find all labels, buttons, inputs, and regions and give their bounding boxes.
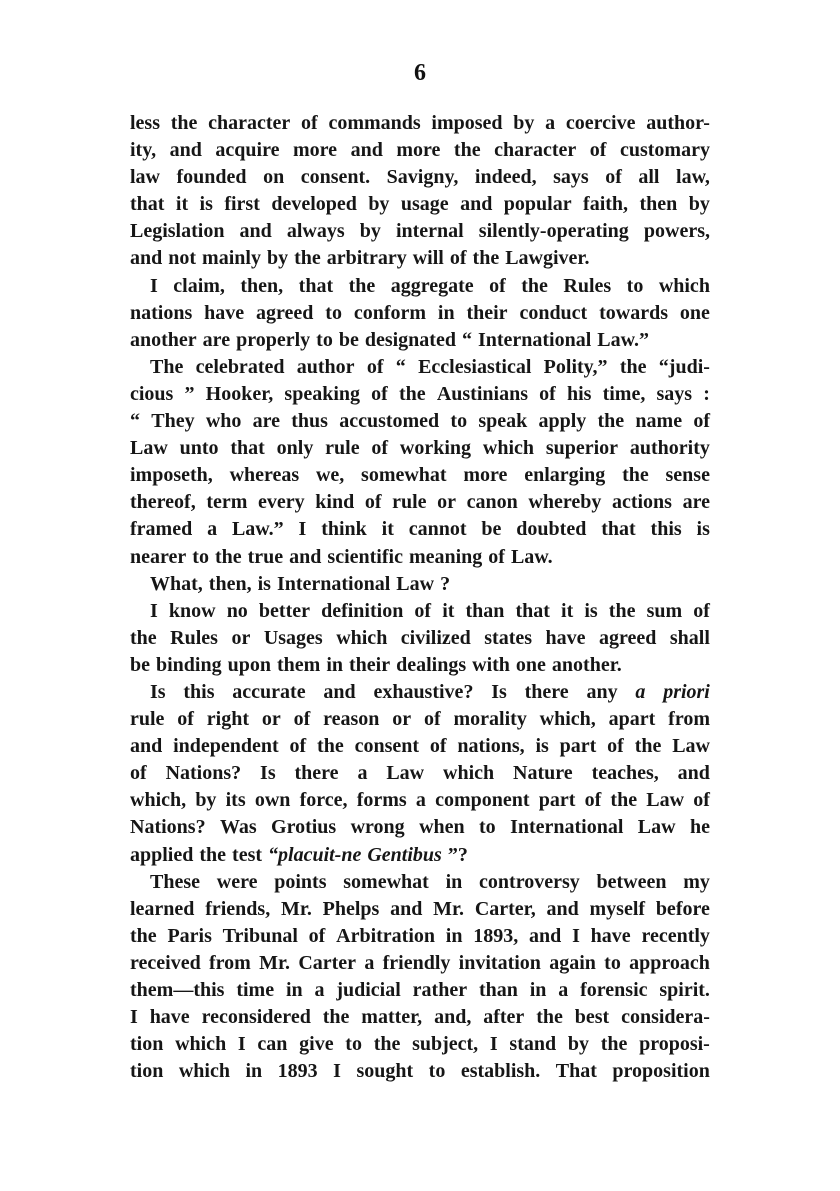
text-line: learned friends, Mr. Phelps and Mr. Carter, and myself before: [130, 897, 710, 920]
text-line: another are properly to be designated “ International Law.”: [130, 328, 649, 351]
text-line: Law unto that only rule of working which superior authority: [130, 437, 710, 460]
body-text: [130, 110, 710, 1085]
text-line: I claim, then, that the aggregate of the Rules to which: [150, 274, 710, 297]
text-line: rule of right or of reason or of morality which, apart from: [130, 708, 710, 731]
text-line: nearer to the true and scientific meaning of Law.: [130, 545, 553, 568]
text-line: and not mainly by the arbitrary will of the Lawgiver.: [130, 247, 590, 270]
text-line: of Nations? Is there a Law which Nature teaches, and: [130, 762, 710, 785]
text-line: What, then, is International Law ?: [150, 572, 451, 595]
text-line: applied the test “placuit-ne Gentibus ”?: [130, 843, 468, 866]
text-line: I have reconsidered the matter, and, after the best considera-: [130, 1006, 710, 1029]
text-line: framed a Law.” I think it cannot be doubted that this is: [130, 518, 710, 541]
text-line: ity, and acquire more and more the character of customary: [130, 139, 710, 162]
text-line: Nations? Was Grotius wrong when to International Law he: [130, 816, 710, 839]
text-line: tion which I can give to the subject, I stand by the proposi-: [130, 1033, 710, 1056]
text-line: I know no better definition of it than that it is the sum of: [150, 599, 710, 622]
text-line: be binding upon them in their dealings with one another.: [130, 653, 622, 676]
text-line: less the character of commands imposed by a coercive author-: [130, 112, 710, 134]
text-line: them—this time in a judicial rather than in a forensic spirit.: [130, 979, 710, 1001]
text-line: imposeth, whereas we, somewhat more enlarging the sense: [130, 464, 710, 487]
text-line: the Paris Tribunal of Arbitration in 1893, and I have recently: [130, 924, 710, 947]
text-line: cious ” Hooker, speaking of the Austinians of his time, says :: [130, 382, 710, 405]
text-line: which, by its own force, forms a component part of the Law of: [130, 789, 710, 812]
text-line: The celebrated author of “ Ecclesiastical Polity,” the “judi-: [150, 355, 710, 378]
text-line: law founded on consent. Savigny, indeed, says of all law,: [130, 166, 710, 189]
page-number: 6: [414, 60, 426, 86]
text-line: “ They who are thus accustomed to speak apply the name of: [130, 410, 710, 433]
text-line: tion which in 1893 I sought to establish. That proposition: [130, 1060, 710, 1083]
text-line: that it is first developed by usage and popular faith, then by: [130, 193, 710, 216]
text-line: the Rules or Usages which civilized states have agreed shall: [130, 626, 710, 649]
text-line: nations have agreed to conform in their conduct towards one: [130, 301, 710, 324]
text-line: thereof, term every kind of rule or canon whereby actions are: [130, 491, 710, 514]
text-line: Is this accurate and exhaustive? Is there any a priori: [150, 680, 710, 703]
text-line: Legislation and always by internal silently-operating powers,: [130, 220, 710, 243]
text-line: These were points somewhat in controversy between my: [150, 870, 710, 893]
text-line: and independent of the consent of nations, is part of the Law: [130, 735, 710, 758]
text-line: received from Mr. Carter a friendly invitation again to approach: [130, 951, 710, 974]
